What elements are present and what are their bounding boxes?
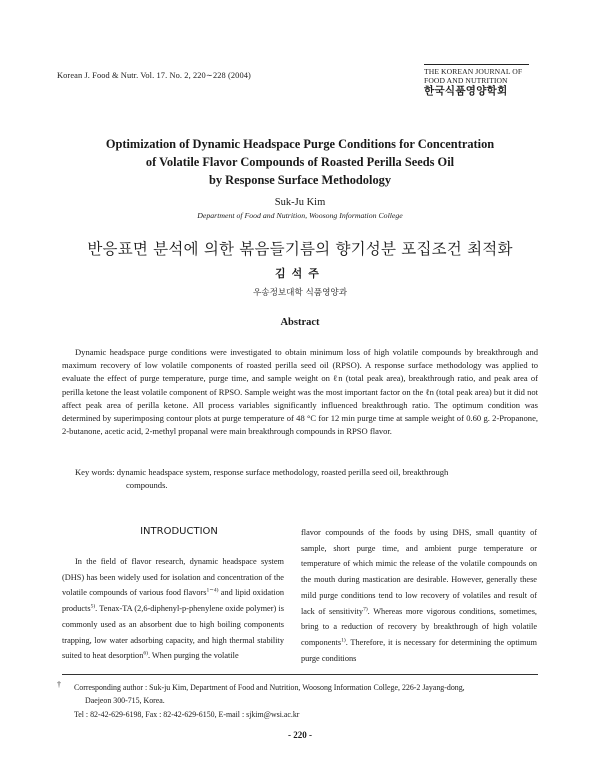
author-affiliation: Department of Food and Nutrition, Woosong Information College — [197, 211, 403, 220]
korean-title: 반응표면 분석에 의한 볶음들기름의 향기성분 포집조건 최적화 — [87, 240, 513, 258]
introduction-right-column — [301, 525, 537, 666]
citation-ref: 6) — [143, 650, 148, 657]
footnote-mark: † — [57, 680, 61, 689]
korean-affiliation: 우송정보대학 식품영양과 — [252, 288, 348, 298]
corresponding-author-footnote — [57, 680, 538, 721]
page-number: - 220 - — [288, 730, 312, 740]
intro-right-text-b: . Whereas more vigorous conditions, sometimes, bring to a reduction of recovery by breakthrough of high volatile components — [301, 606, 537, 647]
citation-ref: 7) — [363, 606, 368, 613]
title-line-1: Optimization of Dynamic Headspace Purge Conditions for Concentration — [105, 137, 495, 151]
paper-title — [40, 135, 560, 189]
abstract-heading: Abstract — [280, 317, 320, 328]
journal-masthead — [424, 64, 529, 98]
intro-left-text-c: . Tenax-TA (2,6-diphenyl-p-phenylene oxide polymer) is commonly used as an absorbent due to high boiling components trapping, low water adsorbing capacity, and high thermal stability suited to heat desorption — [62, 604, 284, 661]
intro-left-text-a: In the field of flavor research, dynamic headspace system (DHS) has been widely used for isolation and concentration of the volatile compounds of various food flavors — [62, 557, 284, 598]
citation-ref: 1) — [341, 637, 346, 644]
intro-left-text-d: . When purging the volatile — [147, 651, 239, 661]
introduction-heading: INTRODUCTION — [140, 526, 218, 537]
title-line-3: by Response Surface Methodology — [208, 173, 392, 187]
keywords — [75, 466, 535, 492]
keywords-line-2: compounds. — [126, 480, 168, 491]
journal-name-line2: FOOD AND NUTRITION — [424, 76, 508, 85]
intro-right-text-c: . Therefore, it is necessary for determining the optimum purge conditions — [301, 637, 537, 663]
author-name: Suk-Ju Kim — [274, 197, 326, 208]
footnote-divider — [62, 674, 538, 675]
footnote-line-2: Daejeon 300-715, Korea. — [85, 696, 165, 706]
journal-name-line1: THE KOREAN JOURNAL OF — [424, 67, 523, 76]
intro-left-text-b: and lipid oxidation products — [62, 588, 284, 614]
keywords-line-1: Key words: dynamic headspace system, response surface methodology, roasted perilla seed oil, breakthrough — [75, 467, 449, 477]
journal-name-korean: 한국식품영양학회 — [424, 85, 508, 97]
abstract-body: Dynamic headspace purge conditions were investigated to obtain minimum loss of high volatile compounds by breakthrough and maximum recovery of low volatile components of roasted perilla seed oil (RPSO). A response surface methodology was applied to evaluate the effect of purge temperature, purge time, and sample weight on ℓn (total peak area), breakthrough ratio, and peak area of perilla ketone the least volatile component of RPSO. Sample weight was the most important factor on the ℓn (total peak area) but it did not affect peak area of perilla ketone. All process variables significantly influenced breakthrough ratio. The optimum condition was determined by superimposing contour plots at purge temperature of 48 °C for 12 min purge time at sample weight of 0.60 g. 2-Propanone, 2-butanone, acetic acid, 2-methyl propanal were main breakthrough compounds in RPSO flavor. — [62, 347, 538, 437]
masthead-rule — [424, 64, 529, 65]
citation-ref: 5) — [90, 603, 96, 610]
citation-ref: 1∼4) — [206, 587, 219, 594]
korean-author-name: 김석주 — [275, 267, 325, 280]
intro-right-text-a: flavor compounds of the foods by using DHS, small quantity of sample, short purge time, and ambient purge temperature or temperature of which mimic the release of the volatile compounds on the mouth during mastication are desirable. However, generally these mild purge conditions tend to low recovery of volatiles and result of lack of sensitivity — [301, 528, 537, 616]
journal-citation: Korean J. Food & Nutr. Vol. 17. No. 2, 220∼228 (2004) — [57, 71, 251, 80]
introduction-left-column — [62, 554, 284, 664]
footnote-line-3: Tel : 82-42-629-6198, Fax : 82-42-629-6150, E-mail : sjkim@wsi.ac.kr — [74, 709, 300, 719]
title-line-2: of Volatile Flavor Compounds of Roasted Perilla Seeds Oil — [145, 155, 455, 169]
footnote-line-1: Corresponding author : Suk-ju Kim, Department of Food and Nutrition, Woosong Information College, 226-2 Jayang-dong, — [74, 683, 465, 692]
